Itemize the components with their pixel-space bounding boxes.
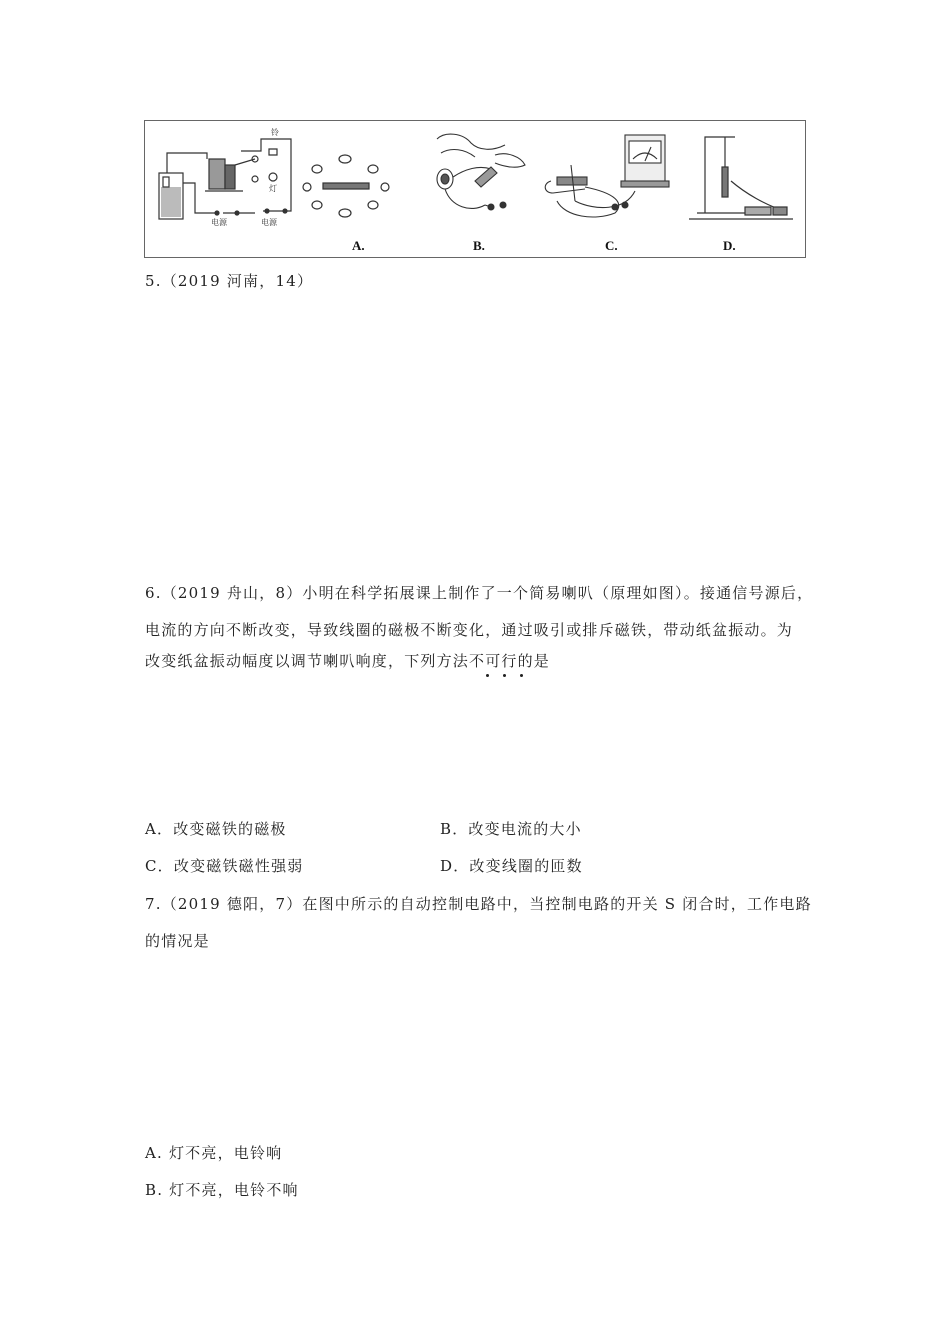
emphasis-dot bbox=[486, 674, 489, 677]
question-7-line-2: 的情况是 bbox=[145, 932, 210, 950]
bell-label: 铃 bbox=[271, 128, 279, 137]
question-6-option-c: C．改变磁铁磁性强弱 bbox=[145, 857, 304, 875]
lamp-label: 灯 bbox=[269, 184, 277, 193]
question-6-line-1: 6.（2019 舟山，8）小明在科学拓展课上制作了一个简易喇叭（原理如图）。接通信号源后， bbox=[145, 584, 814, 602]
question-6-option-b: B．改变电流的大小 bbox=[440, 820, 582, 838]
hand-coil-experiment-diagram bbox=[437, 134, 525, 210]
question-7-option-b: B. 灯不亮，电铃不响 bbox=[145, 1181, 299, 1199]
emphasis-dot bbox=[520, 674, 523, 677]
question-6-line-2: 电流的方向不断改变，导致线圈的磁极不断变化，通过吸引或排斥磁铁，带动纸盆振动。为 bbox=[145, 621, 794, 639]
bar-magnet-compass-diagram bbox=[303, 155, 389, 217]
figure-label-c: C. bbox=[605, 238, 618, 253]
question-7-option-a: A. 灯不亮，电铃响 bbox=[145, 1144, 283, 1162]
question-6-line-3: 改变纸盆振动幅度以调节喇叭响度，下列方法不可行的是 bbox=[145, 652, 551, 670]
question-5-header: 5.（2019 河南，14） bbox=[145, 272, 314, 290]
question-7-line-1: 7.（2019 德阳，7）在图中所示的自动控制电路中，当控制电路的开关 S 闭合时，工作电路 bbox=[145, 895, 812, 913]
emphasis-dot bbox=[503, 674, 506, 677]
question-6-option-a: A．改变磁铁的磁极 bbox=[145, 820, 287, 838]
galvanometer-experiment-diagram bbox=[545, 135, 669, 217]
power-label-2: 电源 bbox=[261, 218, 277, 227]
power-label-1: 电源 bbox=[211, 218, 227, 227]
relay-circuit-diagram bbox=[159, 139, 291, 219]
question-6-option-d: D．改变线圈的匝数 bbox=[440, 857, 583, 875]
iron-stand-experiment-diagram bbox=[689, 137, 793, 219]
figure-label-a: A. bbox=[352, 238, 365, 253]
figure-label-d: D. bbox=[723, 238, 736, 253]
figure-label-b: B. bbox=[473, 238, 485, 253]
